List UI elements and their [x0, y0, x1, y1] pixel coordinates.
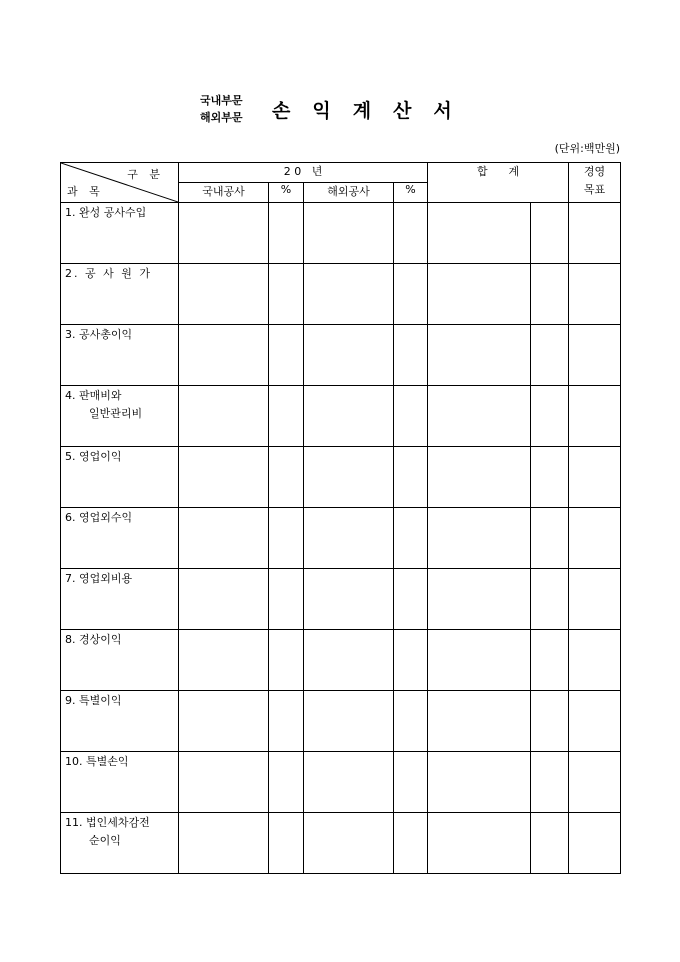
value-cell[interactable]	[569, 325, 621, 386]
table-row	[61, 691, 621, 752]
table-row	[61, 752, 621, 813]
value-cell[interactable]	[428, 813, 531, 874]
account-item-label: 7. 영업외비용	[65, 572, 133, 585]
value-cell[interactable]	[304, 203, 394, 264]
value-cell[interactable]	[531, 569, 569, 630]
table-row	[61, 569, 621, 630]
value-cell[interactable]	[428, 203, 531, 264]
value-cell[interactable]	[179, 630, 269, 691]
account-item-label-continued: 일반관리비	[89, 407, 143, 420]
account-label: 과 목	[67, 185, 104, 198]
value-cell[interactable]	[304, 386, 394, 447]
income-statement-table	[60, 162, 621, 874]
table-row	[61, 630, 621, 691]
value-cell[interactable]	[531, 691, 569, 752]
account-item	[61, 264, 179, 325]
account-item	[61, 813, 179, 874]
diagonal-header-cell	[61, 163, 179, 203]
domestic-header: 국내공사	[179, 183, 269, 203]
value-cell[interactable]	[569, 203, 621, 264]
value-cell[interactable]	[569, 264, 621, 325]
value-cell[interactable]	[531, 386, 569, 447]
value-cell[interactable]	[569, 447, 621, 508]
value-cell[interactable]	[569, 813, 621, 874]
value-cell[interactable]	[428, 325, 531, 386]
value-cell[interactable]	[304, 630, 394, 691]
value-cell[interactable]	[179, 325, 269, 386]
account-item-label: 4. 판매비와	[65, 389, 122, 402]
value-cell[interactable]	[394, 447, 428, 508]
value-cell[interactable]	[269, 569, 304, 630]
value-cell[interactable]	[304, 325, 394, 386]
value-cell[interactable]	[269, 386, 304, 447]
value-cell[interactable]	[428, 508, 531, 569]
value-cell[interactable]	[569, 752, 621, 813]
value-cell[interactable]	[394, 691, 428, 752]
value-cell[interactable]	[304, 752, 394, 813]
value-cell[interactable]	[394, 203, 428, 264]
value-cell[interactable]	[179, 203, 269, 264]
value-cell[interactable]	[569, 691, 621, 752]
account-item	[61, 508, 179, 569]
account-item-label: 3. 공사총이익	[65, 328, 133, 341]
account-item-label: 2. 공 사 원 가	[65, 267, 152, 280]
value-cell[interactable]	[304, 508, 394, 569]
value-cell[interactable]	[531, 203, 569, 264]
overseas-division-label: 해외부문	[200, 111, 243, 124]
value-cell[interactable]	[269, 630, 304, 691]
value-cell[interactable]	[179, 447, 269, 508]
account-item	[61, 569, 179, 630]
value-cell[interactable]	[394, 264, 428, 325]
header-row-1	[61, 163, 621, 183]
table-row	[61, 325, 621, 386]
table-row	[61, 508, 621, 569]
value-cell[interactable]	[531, 813, 569, 874]
value-cell[interactable]	[394, 325, 428, 386]
table-row	[61, 203, 621, 264]
value-cell[interactable]	[304, 447, 394, 508]
value-cell[interactable]	[531, 508, 569, 569]
value-cell[interactable]	[569, 508, 621, 569]
value-cell[interactable]	[269, 813, 304, 874]
value-cell[interactable]	[269, 203, 304, 264]
value-cell[interactable]	[428, 447, 531, 508]
value-cell[interactable]	[179, 691, 269, 752]
value-cell[interactable]	[179, 752, 269, 813]
value-cell[interactable]	[394, 508, 428, 569]
value-cell[interactable]	[569, 569, 621, 630]
account-item-label-continued: 순이익	[89, 834, 121, 847]
value-cell[interactable]	[531, 264, 569, 325]
account-item	[61, 691, 179, 752]
value-cell[interactable]	[531, 325, 569, 386]
division-labels	[200, 92, 243, 126]
account-item-label: 9. 특별이익	[65, 694, 122, 707]
table-row	[61, 386, 621, 447]
value-cell[interactable]	[269, 447, 304, 508]
value-cell[interactable]	[269, 691, 304, 752]
value-cell[interactable]	[269, 752, 304, 813]
value-cell[interactable]	[394, 569, 428, 630]
value-cell[interactable]	[428, 691, 531, 752]
category-label: 구 분	[127, 168, 164, 181]
overseas-header: 해외공사	[304, 183, 394, 203]
value-cell[interactable]	[428, 630, 531, 691]
value-cell[interactable]	[269, 264, 304, 325]
value-cell[interactable]	[179, 386, 269, 447]
value-cell[interactable]	[394, 630, 428, 691]
account-item-label: 8. 경상이익	[65, 633, 122, 646]
target-header: 경영 목표	[569, 163, 621, 203]
account-item	[61, 386, 179, 447]
value-cell[interactable]	[394, 386, 428, 447]
account-item	[61, 325, 179, 386]
account-item-label: 5. 영업이익	[65, 450, 122, 463]
value-cell[interactable]	[179, 508, 269, 569]
account-item	[61, 752, 179, 813]
overseas-percent-header: %	[394, 183, 428, 203]
value-cell[interactable]	[531, 752, 569, 813]
value-cell[interactable]	[304, 569, 394, 630]
value-cell[interactable]	[394, 813, 428, 874]
table-body	[61, 203, 621, 874]
value-cell[interactable]	[569, 386, 621, 447]
account-item-label: 1. 완성 공사수입	[65, 206, 147, 219]
value-cell[interactable]	[269, 325, 304, 386]
value-cell[interactable]	[428, 264, 531, 325]
value-cell[interactable]	[179, 264, 269, 325]
account-item-label: 11. 법인세차감전	[65, 816, 150, 829]
account-item-label: 6. 영업외수익	[65, 511, 133, 524]
value-cell[interactable]	[179, 569, 269, 630]
page-title: 손익계산서	[272, 100, 474, 122]
year-header: 2 0 년	[179, 163, 428, 183]
value-cell[interactable]	[304, 264, 394, 325]
value-cell[interactable]	[531, 630, 569, 691]
table-row	[61, 447, 621, 508]
account-item	[61, 630, 179, 691]
value-cell[interactable]	[531, 447, 569, 508]
account-item-label: 10. 특별손익	[65, 755, 129, 768]
unit-label: (단위:백만원)	[554, 142, 620, 155]
value-cell[interactable]	[179, 813, 269, 874]
table-row	[61, 264, 621, 325]
value-cell[interactable]	[394, 752, 428, 813]
value-cell[interactable]	[428, 386, 531, 447]
domestic-percent-header: %	[269, 183, 304, 203]
value-cell[interactable]	[269, 508, 304, 569]
total-header: 합 계	[428, 163, 569, 203]
value-cell[interactable]	[304, 691, 394, 752]
account-item	[61, 447, 179, 508]
value-cell[interactable]	[304, 813, 394, 874]
value-cell[interactable]	[569, 630, 621, 691]
document-title-block	[200, 92, 500, 128]
value-cell[interactable]	[428, 752, 531, 813]
table-row	[61, 813, 621, 874]
account-item	[61, 203, 179, 264]
value-cell[interactable]	[428, 569, 531, 630]
domestic-division-label: 국내부문	[200, 94, 243, 107]
